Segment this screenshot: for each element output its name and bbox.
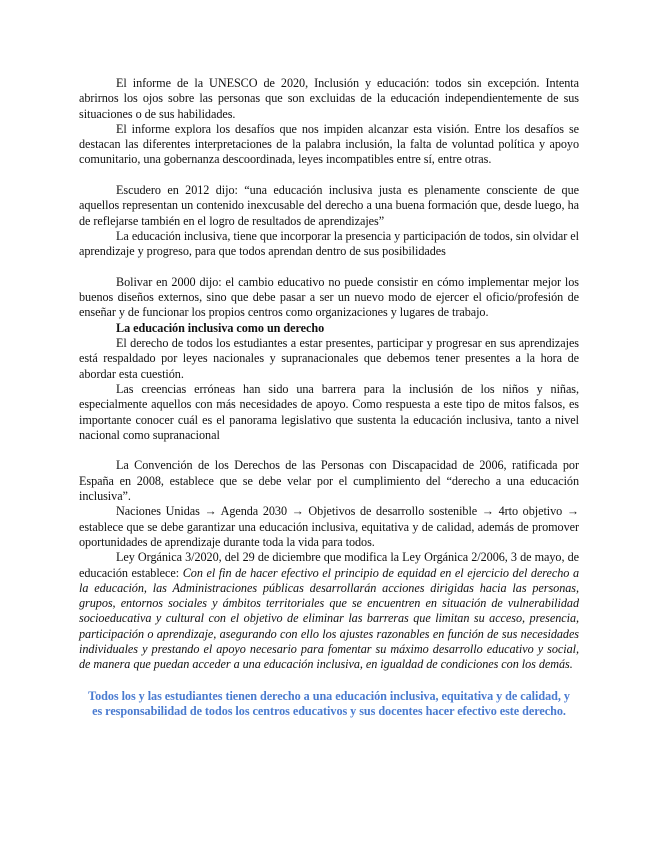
paragraph-right-of-students: El derecho de todos los estudiantes a estar presentes, participar y progresar en sus aprendizajes está respaldado por leyes nacionales y supranacionales que debemos tener presentes a la hora de abordar esta cuestión. — [79, 336, 579, 381]
paragraph-inclusive-education: La educación inclusiva, tiene que incorporar la presencia y participación de todos, sin olvidar el aprendizaje y progreso, para que todos aprendan dentro de sus posibilidades — [79, 228, 579, 259]
paragraph-convention-2006: La Convención de los Derechos de las Personas con Discapacidad de 2006, ratificada por España en 2008, establece que se debe velar por el cumplimiento del “derecho a una educación inclusiva”. — [79, 458, 579, 504]
spacer — [79, 443, 579, 458]
paragraph-organic-law — [79, 550, 579, 672]
section-heading: La educación inclusiva como un derecho — [116, 320, 325, 335]
paragraph-bolivar-quote: Bolivar en 2000 dijo: el cambio educativo no puede consistir en cómo implementar mejor los buenos diseños externos, sino que debe pasar a ser un nuevo modo de ejercer el oficio/profesión de enseñar y de funcionar los propios centros como organizaciones y lugares de trabajo. — [79, 274, 579, 320]
paragraph-escudero-quote: Escudero en 2012 dijo: “una educación inclusiva justa es plenamente consciente de que aquellos representan un contenido inexcusable del derecho a una buena formación que, desde luego, ha de reflejarse también en el logro de resultados de aprendizajes” — [79, 183, 579, 228]
paragraph-report-challenges: El informe explora los desafíos que nos impiden alcanzar esta visión. Entre los desafíos se destacan las diferentes interpretaciones de la palabra inclusión, la falta de voluntad política y apoyo comunitario, una gobernanza descoordinada, leyes incompatibles entre sí, entre otras. — [79, 121, 579, 167]
paragraph-erroneous-beliefs: Las creencias erróneas han sido una barrera para la inclusión de los niños y niñas, especialmente aquellos con más necesidades de apoyo. Como respuesta a este tipo de mitos falsos, es importante conocer cuál es el panorama legislativo que sustenta la educación inclusiva, tanto a nivel nacional como supranacional — [79, 381, 579, 442]
highlight-statement: Todos los y las estudiantes tienen derecho a una educación inclusiva, equitativa y de calidad, y es responsabilidad de todos los centros educativos y sus docentes hacer efectivo este derecho. — [88, 688, 570, 719]
paragraph-unesco-report: El informe de la UNESCO de 2020, Inclusión y educación: todos sin excepción. Intenta abrirnos los ojos sobre las personas que son excluidas de la educación independientemente de sus situaciones o de sus habilidades. — [79, 76, 579, 121]
spacer — [79, 260, 579, 275]
paragraph-agenda-2030: Naciones Unidas → Agenda 2030 → Objetivos de desarrollo sostenible → 4rto objetivo → establece que se debe garantizar una educación inclusiva, equitativa y de calidad, además de promover oportunidades de aprendizaje durante toda la vida para todos. — [79, 504, 579, 549]
law-intro-text: Ley Orgánica 3/2020, del 29 de diciembre que modifica la Ley Orgánica 2/2006, 3 de mayo, de educación establece: — [79, 550, 579, 580]
law-quote-text: Con el fin de hacer efectivo el principio de equidad en el ejercicio del derecho a la educación, las Administraciones públicas desarrollarán acciones dirigidas hacia las personas, grupos, entornos sociales y ámbitos territoriales que se encuentren en situación de vulnerabilidad socioeducativa y cultural con el objetivo de eliminar las barreras que limitan su acceso, presencia, participación o aprendizaje, asegurando con ello los ajustes razonables en función de sus necesidades individuales y prestando el apoyo necesario para fomentar su máximo desarrollo educativo y social, de manera que puedan acceder a una educación inclusiva, en igualdad de condiciones con los demás. — [79, 565, 579, 672]
spacer — [79, 168, 579, 183]
